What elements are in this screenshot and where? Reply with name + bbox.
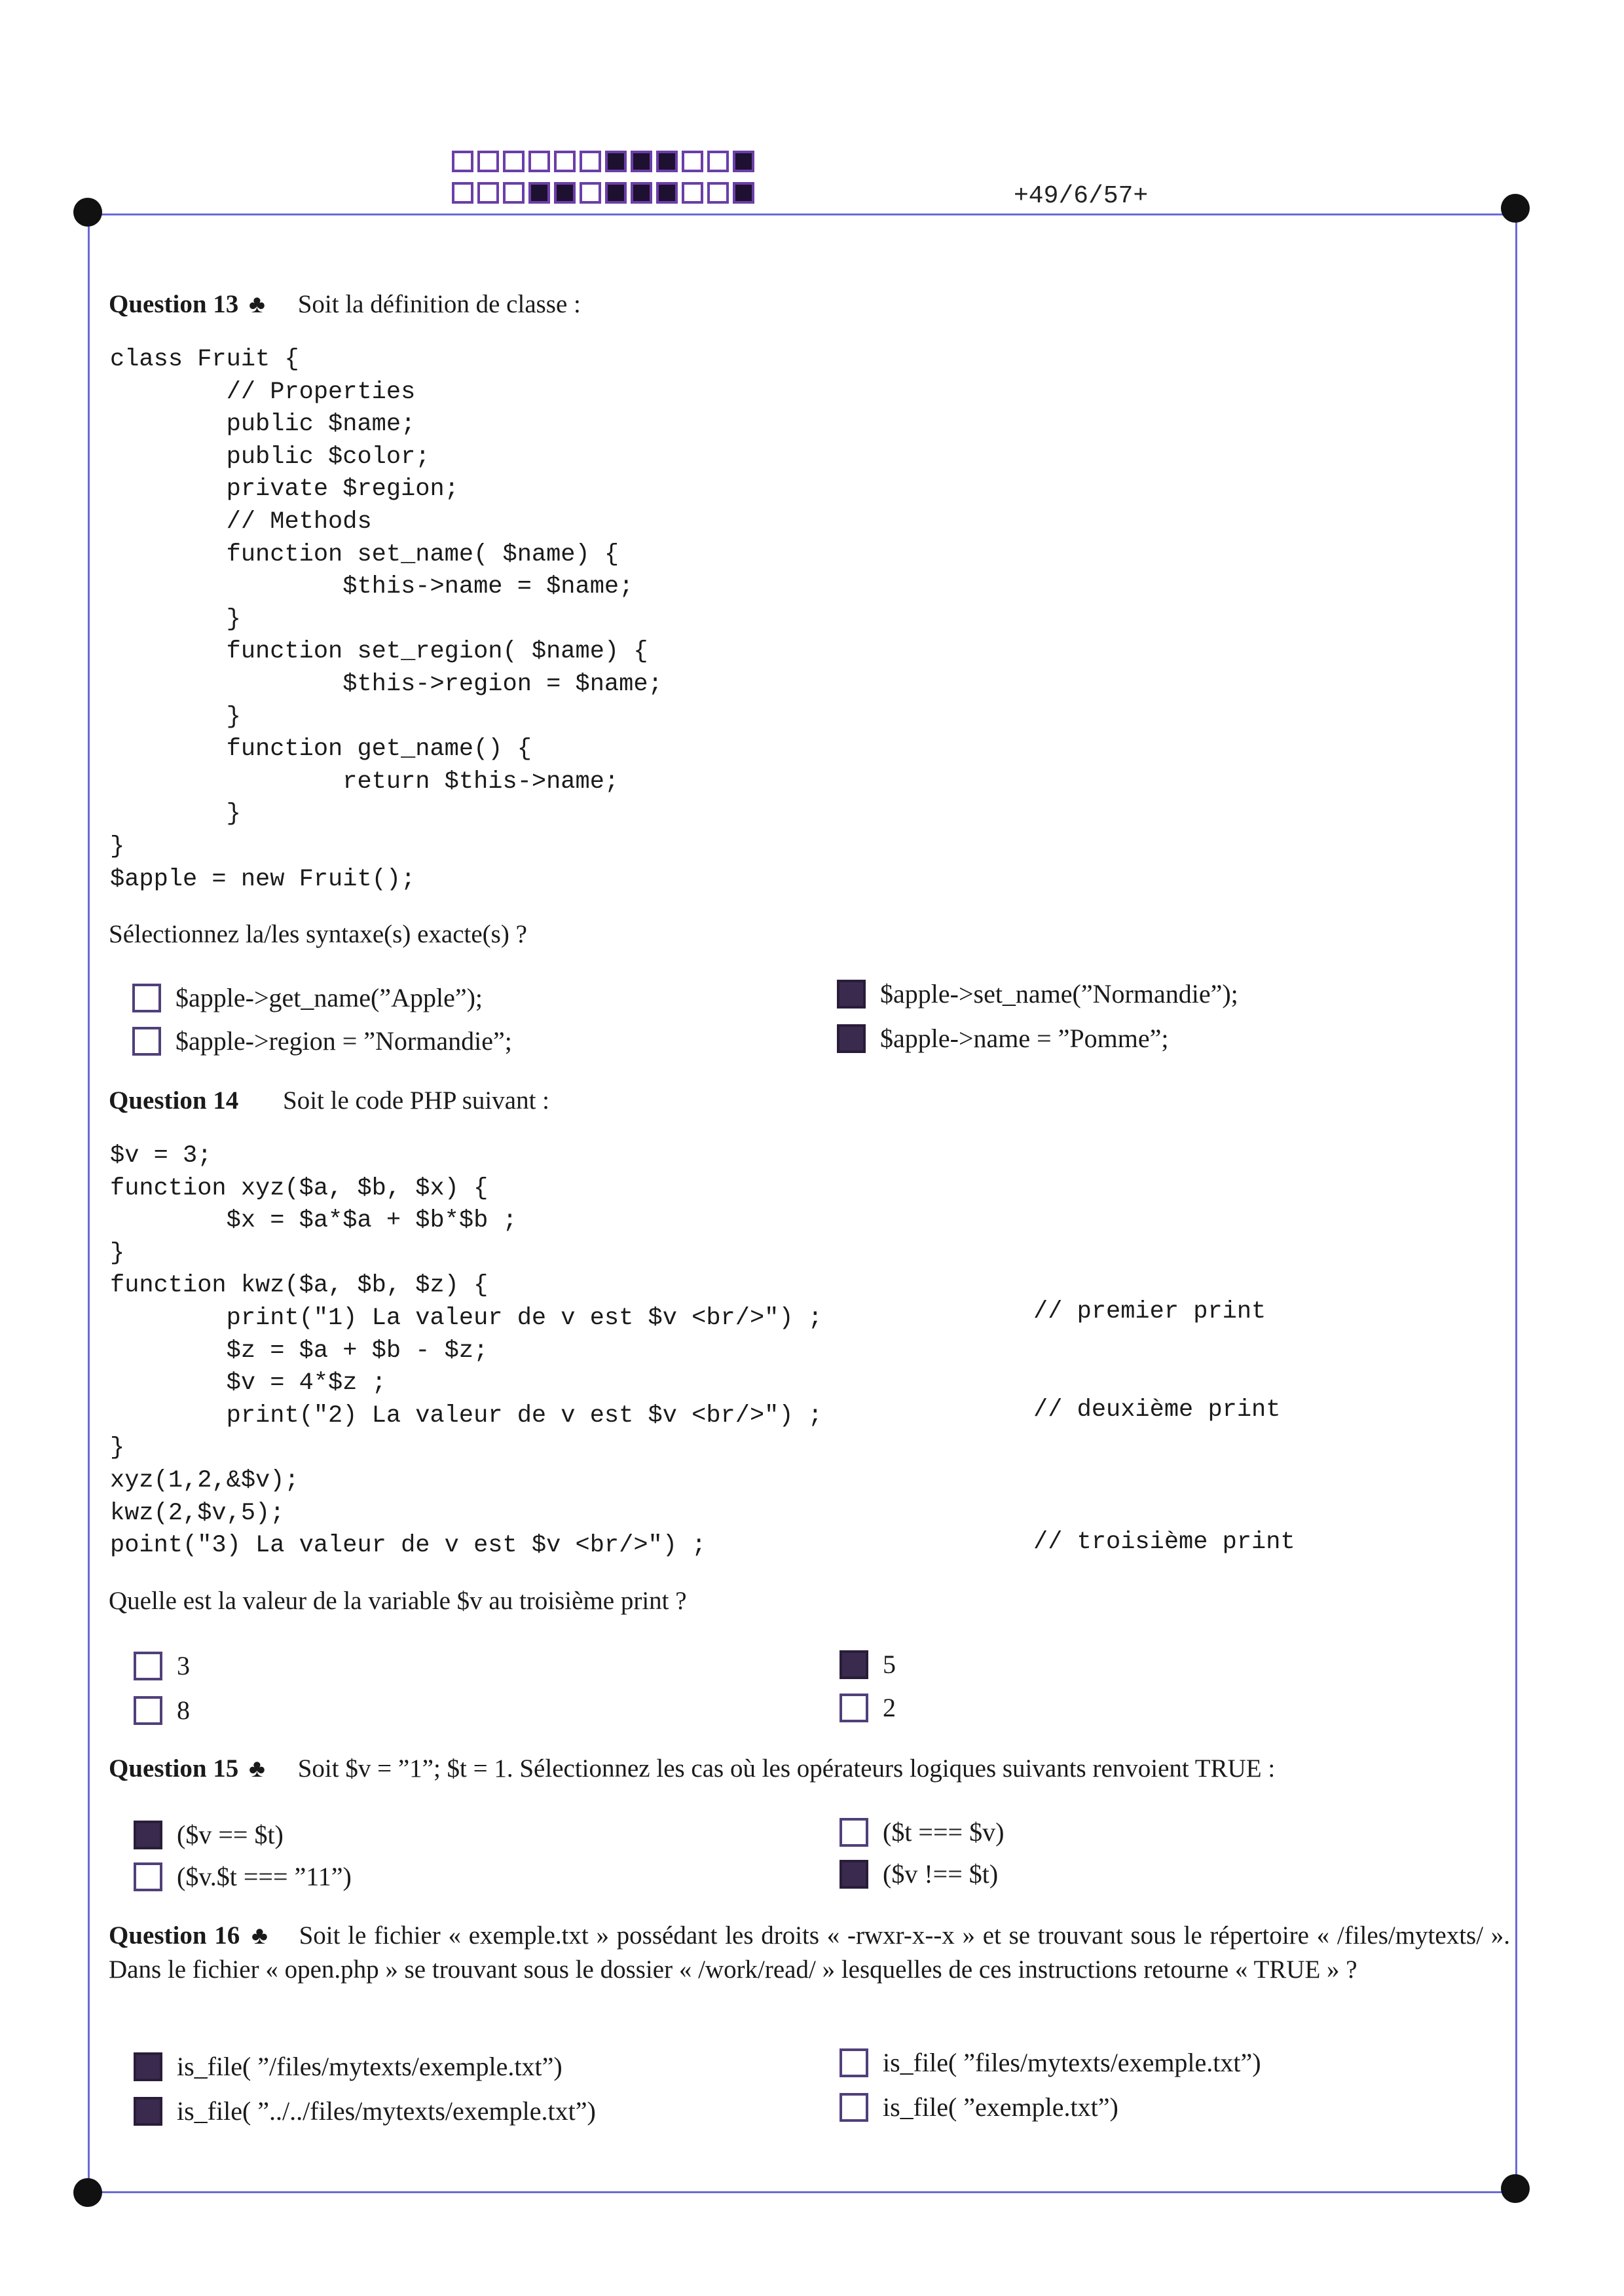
code-cell (682, 182, 703, 204)
code-cell (707, 151, 729, 172)
checkbox-checked[interactable] (134, 2097, 162, 2126)
question-title: Question 15 (109, 1754, 239, 1783)
question-14-code: $v = 3; function xyz($a, $b, $x) { $x = $a*$a + $b*$b ; } function kwz($a, $b, $z) { print("1) La valeur de v est $v <br/>") ; $z = $a + $b - $z; $v = 4*$z ; print("2) La valeur de v est $v <br/>") ; } xyz(1,2,&$v); kwz(2,$v,5); point("3) La valeur de v est $v <br/>") ; (110, 1142, 822, 1560)
scan-code-row-1 (452, 151, 758, 172)
answer-option[interactable] (134, 2096, 596, 2126)
question-title: Question 16 (109, 1921, 240, 1950)
code-comment: // troisième print (1033, 1528, 1295, 1556)
code-cell (452, 151, 473, 172)
code-cell (477, 182, 499, 204)
code-cell (580, 151, 601, 172)
answer-option[interactable] (132, 982, 483, 1013)
frame-right-line (1515, 213, 1517, 2193)
question-13-prompt: Sélectionnez la/les syntaxe(s) exacte(s) ? (109, 920, 527, 948)
code-cell (503, 182, 525, 204)
answer-label: ($v == $t) (177, 1820, 284, 1849)
answer-option[interactable] (840, 1692, 896, 1723)
frame-left-line (88, 213, 90, 2193)
answer-label: $apple->set_name(”Normandie”); (880, 979, 1238, 1009)
club-icon: ♣ (249, 1755, 265, 1783)
club-icon: ♣ (249, 291, 265, 318)
checkbox[interactable] (132, 1027, 161, 1056)
answer-option[interactable] (840, 1859, 998, 1889)
answer-label: 5 (883, 1650, 896, 1679)
answer-option[interactable] (840, 1649, 896, 1680)
question-title: Question 14 (109, 1086, 239, 1115)
answer-label: ($v !== $t) (883, 1859, 999, 1889)
question-13-code: class Fruit { // Properties public $name; public $color; private $region; // Methods function set_name( $name) { $this->name = $name; } function set_region( $name) { $this->region = $name; } function get_name() { return $this->name; } } $apple = new Fruit(); (110, 346, 663, 893)
answer-option[interactable] (837, 978, 1238, 1009)
code-cell (477, 151, 499, 172)
checkbox-checked[interactable] (837, 1024, 866, 1053)
code-cell (503, 151, 525, 172)
code-cell (452, 182, 473, 204)
checkbox[interactable] (134, 1652, 162, 1680)
checkbox-checked[interactable] (134, 2052, 162, 2081)
club-icon: ♣ (251, 1922, 269, 1950)
answer-label: $apple->region = ”Normandie”; (175, 1026, 512, 1056)
answer-label: 3 (177, 1651, 190, 1680)
checkbox[interactable] (840, 2048, 868, 2077)
answer-label: ($t === $v) (883, 1817, 1005, 1847)
answer-label: is_file( ”exemple.txt”) (883, 2092, 1118, 2122)
code-cell (554, 151, 576, 172)
code-cell (631, 182, 652, 204)
answer-label: $apple->name = ”Pomme”; (880, 1024, 1169, 1053)
checkbox[interactable] (840, 2093, 868, 2122)
checkbox-checked[interactable] (837, 980, 866, 1009)
code-cell (580, 182, 601, 204)
answer-option[interactable] (840, 1817, 1004, 1847)
code-cell (733, 182, 754, 204)
answer-option[interactable] (134, 1819, 284, 1850)
corner-mark-bottom-right (1501, 2174, 1530, 2203)
answer-option[interactable] (134, 1695, 190, 1726)
code-cell (554, 182, 576, 204)
code-cell (707, 182, 729, 204)
checkbox[interactable] (134, 1862, 162, 1891)
answer-option[interactable] (134, 2051, 563, 2082)
code-cell (656, 182, 678, 204)
answer-option[interactable] (840, 2092, 1118, 2122)
question-13-header (109, 288, 1506, 321)
checkbox[interactable] (840, 1818, 868, 1847)
answer-option[interactable] (840, 2047, 1261, 2078)
code-cell (605, 182, 627, 204)
answer-label: 2 (883, 1693, 896, 1722)
code-cell (656, 151, 678, 172)
corner-mark-top-right (1501, 194, 1530, 223)
question-intro: Soit la définition de classe : (297, 290, 581, 318)
page-identifier: +49/6/57+ (1014, 182, 1149, 210)
answer-label: is_file( ”../../files/mytexts/exemple.txt”) (177, 2096, 596, 2126)
answer-label: is_file( ”/files/mytexts/exemple.txt”) (177, 2052, 563, 2081)
corner-mark-top-left (73, 198, 102, 227)
checkbox-checked[interactable] (840, 1860, 868, 1889)
answer-label: ($v.$t === ”11”) (177, 1862, 352, 1891)
answer-label: 8 (177, 1695, 190, 1725)
question-14-header (109, 1084, 1506, 1117)
question-14-prompt: Quelle est la valeur de la variable $v au troisième print ? (109, 1587, 687, 1615)
frame-bottom-line (88, 2191, 1517, 2193)
code-cell (605, 151, 627, 172)
answer-option[interactable] (134, 1650, 190, 1681)
code-comment: // deuxième print (1033, 1396, 1281, 1424)
answer-option[interactable] (132, 1026, 512, 1056)
question-intro: Soit $v = ”1”; $t = 1. Sélectionnez les cas où les opérateurs logiques suivants renvoient TRUE : (297, 1754, 1276, 1783)
question-intro: Soit le fichier « exemple.txt » possédant les droits « -rwxr-x--x » et se trouvant sous le répertoire « /files/mytexts/ ». Dans le fichier « open.php » se trouvant sous le dossier « /work/read/ » lesquelles de ces instructions retourne « TRUE » ? (109, 1921, 1511, 1984)
answer-label: $apple->get_name(”Apple”); (175, 983, 483, 1012)
code-cell (528, 182, 550, 204)
checkbox-checked[interactable] (840, 1650, 868, 1679)
code-cell (733, 151, 754, 172)
checkbox[interactable] (132, 984, 161, 1012)
question-intro: Soit le code PHP suivant : (283, 1086, 549, 1115)
question-title: Question 13 (109, 290, 239, 318)
code-comment: // premier print (1033, 1298, 1266, 1325)
frame-top-line (88, 213, 1517, 215)
code-cell (528, 151, 550, 172)
scan-code-row-2 (452, 182, 758, 204)
answer-label: is_file( ”files/mytexts/exemple.txt”) (883, 2048, 1261, 2077)
question-15-header (109, 1752, 1506, 1785)
answer-option[interactable] (134, 1861, 352, 1892)
corner-mark-bottom-left (73, 2178, 102, 2207)
question-16-header (109, 1919, 1510, 1987)
checkbox[interactable] (840, 1694, 868, 1722)
code-cell (682, 151, 703, 172)
checkbox-checked[interactable] (134, 1821, 162, 1849)
code-cell (631, 151, 652, 172)
checkbox[interactable] (134, 1696, 162, 1725)
answer-option[interactable] (837, 1023, 1169, 1054)
